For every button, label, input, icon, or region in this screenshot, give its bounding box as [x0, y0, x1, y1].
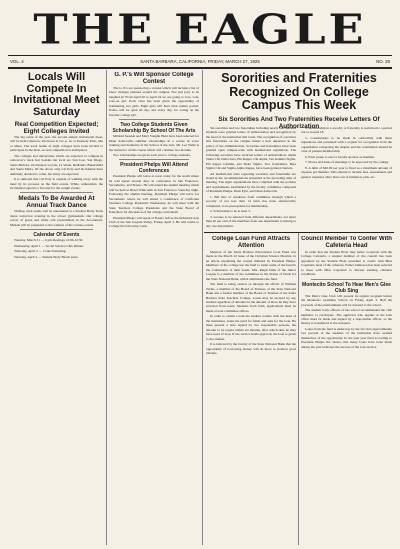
article-paragraph: 1. Bid lists of residence from committee through which a sorority of not less than 14 rules has been satisfactorily completed, to be prerequisite for membership.: [206, 194, 296, 208]
calendar-entry: Wednesday, April 1 — Social Science Club Dinner.: [14, 243, 84, 248]
article-paragraph: Visiting track teams will be entertained at a Student Body Track dance tomorrow evening in the school gymnasium. Our college colors of green and white will predominate in the decorations. Medals will be presented to the winners of the various events.: [10, 209, 103, 227]
article-paragraph: The G. P.'s are sponsoring a contest which will include a list of know changes planned around the campus. Not just (sic) to be laughed at! From April 20 to April 24 we are going to vote, vote, vote-on girl. Each class has been given the opportunity of nominating two girls. Eight girls will have their names posted. Pollso will be open all day, and every day, for voting on the favorite college girl.: [109, 86, 199, 117]
article-paragraph: It is rumored that Cal Poly is capable of walking away with the meet by its prowess on the field events. While, unheralded, the Occidental squad is a favorite for the weight events.: [10, 177, 103, 190]
article-paragraph: In order to obtain a loan the student confers with the head of the institution, states his need for funds and asks for the loan. He must present a note signed by two responsible persons, the amount to be repaid within six months, after which time he may have need of loan. If the service holds approval, the loan is given to the student.: [206, 314, 296, 341]
article-separator: [20, 229, 93, 230]
article-paragraph: Loans from the fund is underway by the fact that approximately two percent of the students of the institution have availed themselves of the opportunity. In the past year fund according to President Phelps the chance that many loans have been made during the year indicates the success of the loan service.: [301, 326, 392, 349]
article-paragraph: 3. Groups to be selected from different departments, not more than 40 per cent of the members from one department to belong to any one department.: [206, 214, 296, 228]
headline-sororities-fraternities: Sororities and Fraternities Recognized On College Campus This Week: [221, 72, 377, 112]
article-paragraph: The Men's Glee Club will present its regular program before the Montecito Grammar School on Friday, April 3. Half the proceeds of the entertainment will be donated to the school.: [301, 293, 392, 307]
article-paragraph: The fund is being carried on through the efforts of William Wyles, a member of the Board of Trustees of the State National Bank and a former member of the Board of Trustees of the Santa Barbara State Teachers College. Loans may be secured by any student regardless of amounts in the amount of those he may have received from loans. Students from fund, applications must be made at loan committee offices.: [206, 282, 296, 313]
article-paragraph: 2. Scholarship to be at least 3.: [210, 209, 251, 214]
column-4: [301, 236, 392, 545]
headline-council-member: Council Member To Confer With Cafeteria Head: [301, 236, 392, 249]
headline-invitational-meet: Locals Will Compete In Invitational Meet Saturday: [13, 72, 100, 118]
headline-calendar: Calendar Of Events: [33, 232, 80, 239]
volume-label: VOL. 4: [10, 59, 24, 64]
article-paragraph: 5. Constitutions to be made in conformity with these regulations and presented with a request for recognition from the organization composing the chapter and the constitution should be a list of present membership.: [301, 135, 392, 154]
dateline: SANTA BARBARA, CALIFORNIA, FRIDAY, MARCH 27, 1925: [140, 59, 260, 64]
article-paragraph: President Phelps will speak at Fresno before the Industrial Arts Club of the San Joaquin Valley, Friday, April 3. He will return to College the following week.: [109, 215, 199, 229]
article-paragraph: All institutional rules regarding sororities and fraternities are stated in the recommendations presented at the preceding time of meeting. The eight organizations have complied with the policies and requirements established by the faculty committee composed of President Phelps, Dean Pyle, and Dean Ashworth.: [206, 171, 296, 194]
column-1: [10, 72, 103, 546]
article-paragraph: It is believed by the faculty of the State National Bank that the opportunity of borrowing money will do more to produce good citizens.: [206, 342, 296, 355]
calendar-entry: Thursday, April 2 — Council meeting.: [14, 249, 67, 254]
article-paragraph: Mention of the Santa Barbara Educational Loan Fund was made in the March 22 issue of the Christian Science Monitor, in an article explaining the contest initiated by President Phelps. Members of the college use the fund to assist some of the fund in the continuance of their needs. Mrs. Ralph Dinn of the Junior League is a member of the committee in the matter of funds for the State National Bank, which administers the fund.: [206, 250, 296, 281]
article-paragraph: Two scholarships are given each year to college students.: [113, 152, 191, 157]
subhead-real-competition: Real Competition Expected; Eight Colleges Invited: [14, 121, 99, 135]
masthead-rule-bottom: [8, 67, 392, 69]
article-paragraph: 6. Each group to elect a faculty sponsor as member.: [305, 154, 375, 159]
lead-story-col-a: [206, 126, 296, 232]
masthead-title: THE EAGLE: [33, 4, 367, 54]
headline-glee-club: Montecito School To Hear Men's Glee Club Sing: [302, 281, 391, 294]
article-paragraph: 8. A limit of $20.00 per year is fixed as a maximum amount of expense per member. This amount to include fees, assessments and general expenses other than cost of initiation, pins, etc.: [301, 165, 392, 179]
subhead-letters-authorization: Six Sororities And Two Fraternities Receive Letters Of Authorization: [218, 115, 380, 130]
article-paragraph: 4. Membership in a sorority or fraternity is restricted to a period not to exceed 18.: [301, 126, 392, 135]
column-rule: [106, 70, 107, 545]
lead-story-col-b: [301, 126, 392, 232]
article-paragraph: The student body officers of the school recommended the club members to participate. The applicant who applies at the loan office must be made and signed by a responsible officer, so the money is transferred to the treasurer.: [301, 308, 392, 326]
masthead-rule-top: [8, 55, 392, 56]
headline-loan-fund: College Loan Fund Attracts Attention: [211, 236, 291, 249]
headline-president-conferences: President Phelps Will Attend Conferences: [120, 162, 188, 175]
article-paragraph: President Phelps will leave at noon today for the south where he will spend several days in conference in San Francisco, Sacramento, and Fresno. He will attend the alumni meeting which will be held at Hotel Whitcomb in San Francisco Saturday night. Following the alumni meeting, President Phelps will leave for Sacramento where he will attend a conference of California Teachers College Presidents Wednesday, he will meet with the State Teachers College Presidents and the State Board of Education for discussion of the college curriculum.: [109, 174, 199, 215]
article-paragraph: Mildred Seaside and Mary Vaughn Hunt have been selected for Dean Ashworth's summer scholarships in a course in voice training and dramatics at the School of the Arts. Mr. Lee Wells is the instructor of this course which will continue two months.: [109, 134, 199, 152]
lead-story-bottom-rule: [204, 232, 394, 233]
article-paragraph: The big event of the year, the second annual invitational meet, will be held tomorrow afternoon at two p. m. at Peabody Park, rain or shine. The track teams of eight colleges have been invited to participate in the meet, as real competition is anticipated.: [10, 135, 103, 153]
article-paragraph: The colleges and universities which are expected to compete in tomorrow's track fest besides the local are San Jose, San Diego, Santa Barbara, Occidental, Loyola, La Verne, Redlands, Bakersfield and Santa Maria. Of the above only Cal Poly and Occidental have definitely decided to come, but many are expected.: [10, 153, 103, 176]
article-separator: [20, 192, 93, 193]
article-paragraph: 7. Places and dates of meetings to be approved by the college.: [305, 160, 390, 165]
headline-track-dance: Medals To Be Awarded At Annual Track Dance: [18, 195, 95, 210]
article-separator: [119, 119, 189, 120]
headline-gp-contest: G. P.'s Will Sponsor College Contest: [114, 72, 194, 85]
column-3: [206, 236, 296, 545]
headline-scholarship: Two College Students Given Scholarship By School Of The Arts: [112, 122, 196, 135]
calendar-entry: Saturday, April 4 — Student Body Beach party.: [14, 254, 79, 259]
article-separator: [119, 159, 189, 160]
calendar-entry: Tuesday, March 31 — Gym meetings 12:00-12:30.: [14, 238, 84, 243]
article-paragraph: Six sororities and two fraternities including nearly one hundred students were granted letters of authorization and recognition by the head of the institution this week. The recognition of sororities and fraternities on the campus marks a new departure in the policy of the administration. Sororities and fraternities have been granted open campus-wide with institutional regulations. The following sororities have received letters of authorization: Alpha Theta Chi, Delta Zeta, Phi Kappa, Chi Alpha, Tau Gamma Sigma, Phi Kappa Gamma, and Delta Sigma. Two fraternities, Beta Sigma Chi and Sigma Alpha Kappa, have been granted charters.: [206, 126, 296, 171]
article-paragraph: In order that the Student Body may better cooperate with the College Cafeteria, a student member of the council has been appointed by the Student Body president to confer with Miss Copeland, head of the cafeteria. Esther Jamieson has been selected to meet with Miss Copeland to discuss existing cafeteria conditions.: [301, 250, 392, 277]
column-2: [109, 72, 199, 546]
column-rule: [298, 232, 299, 545]
article-separator: [311, 279, 382, 280]
column-rule: [202, 70, 203, 545]
folio-line: [8, 58, 392, 66]
issue-number: NO. 28: [376, 59, 390, 64]
